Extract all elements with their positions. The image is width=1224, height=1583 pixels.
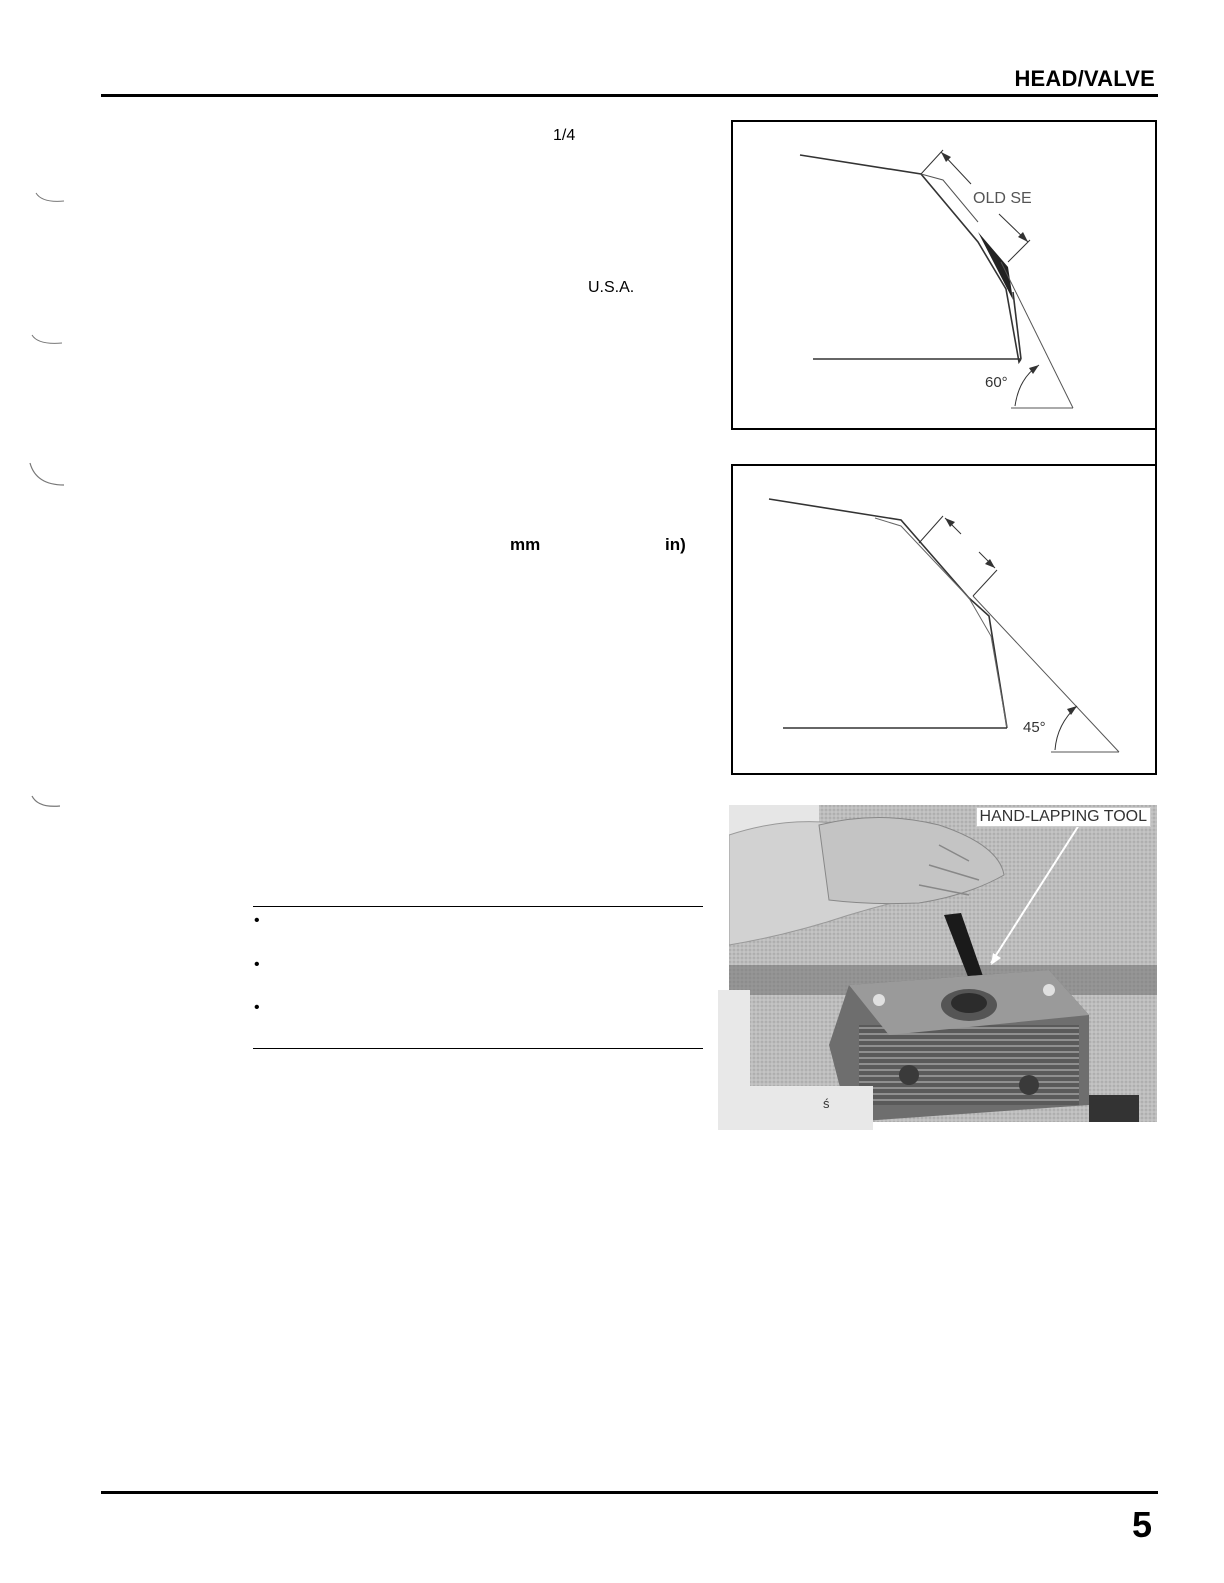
binding-marks [28, 185, 68, 505]
photo-caption-box [718, 1086, 873, 1130]
figure-60-degree-cut [731, 120, 1157, 430]
header-rule [101, 94, 1158, 97]
caption-fragment: ś [823, 1096, 830, 1111]
unit-mm-text: mm [510, 535, 541, 554]
note-bottom-rule [253, 1048, 703, 1049]
note-bullet: • [254, 999, 260, 1016]
photo-mask-left [718, 990, 750, 1090]
binding-mark [28, 790, 68, 820]
section-title: HEAD/VALVE [1014, 66, 1155, 91]
seat-diagram-45 [733, 466, 1155, 773]
figure-45-degree-cut [731, 464, 1157, 775]
hand-lapping-photo [729, 805, 1157, 1122]
old-seat-label: OLD SE [973, 190, 1032, 207]
photo-illustration [729, 805, 1157, 1122]
page-number: 5 [1131, 1504, 1152, 1545]
angle-60-label: 60° [985, 374, 1008, 391]
country-text: U.S.A. [588, 279, 635, 296]
figure-connector [1155, 428, 1157, 464]
note-bullet: • [254, 956, 260, 973]
fraction-text: 1/4 [553, 127, 576, 144]
note-bullet: • [254, 912, 260, 929]
unit-in-text: in) [665, 535, 686, 554]
hand-lapping-tool-label: HAND-LAPPING TOOL [976, 807, 1151, 827]
footer-rule [101, 1491, 1158, 1494]
note-top-rule [253, 906, 703, 907]
angle-45-label: 45° [1023, 719, 1046, 736]
seat-diagram-60 [733, 122, 1155, 428]
